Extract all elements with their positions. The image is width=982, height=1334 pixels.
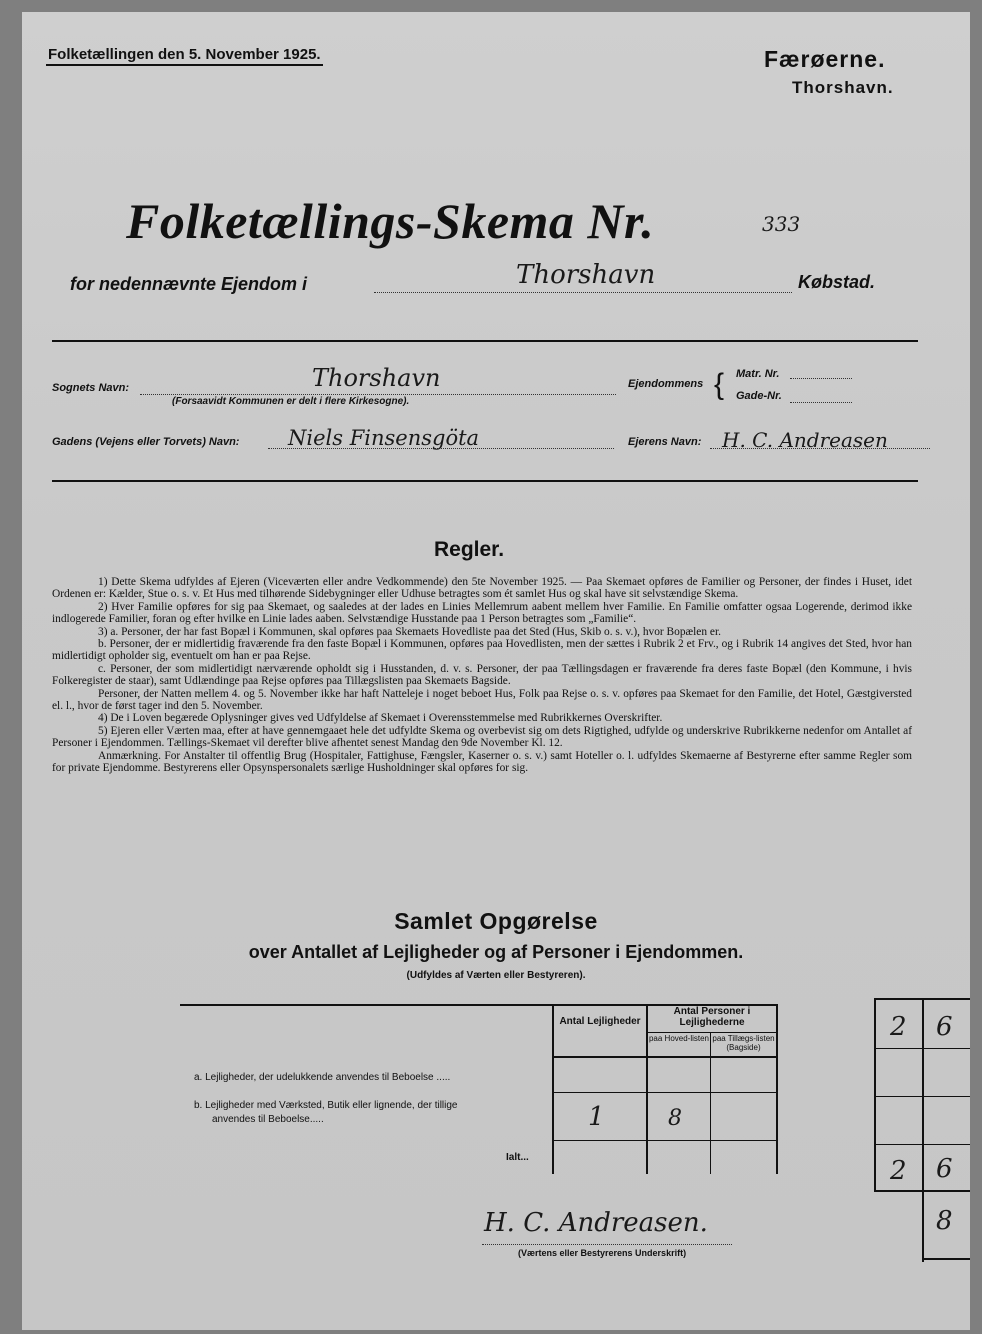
gade-nr-label: Gade-Nr. xyxy=(736,390,782,402)
rule-paragraph: 3) a. Personer, der har fast Bopæl i Kommunen, skal opføres paa Skemaets Hovedliste paa det Sted (Hus, Skib o. s. v.), hvor Bopælen er. xyxy=(98,625,721,638)
rule-paragraph: c. Personer, der som midlertidigt nærværende opholdt sig i Husstanden, d. v. s. Personer, der paa Tællingsdagen er fraværende fra deres faste Bopæl (den Kommune, i hvis Folkeregister de staar), samt Udlændinge paa Rejse opføres paa Tillægslisten paa Skemaets Bagside. xyxy=(52,662,912,688)
signature-label: (Værtens eller Bestyrerens Underskrift) xyxy=(518,1248,687,1258)
side-top-left-value: 2 xyxy=(890,1012,907,1042)
col-persons-header: Antal Personer i Lejlighederne xyxy=(673,1006,751,1028)
rule-paragraph: 5) Ejeren eller Værten maa, efter at have gennemgaaet hele det udfyldte Skema og overbevist sig om dets Rigtighed, udfylde og underskrive Rubrikkerne nedenfor om Antallet af Personer i Ejendommen. Tællings-Skemaet vil derefter blive afhentet senest Mandag den 9de November Kl. 12. xyxy=(52,724,912,750)
owner-value: H. C. Andreasen xyxy=(722,428,888,452)
side-total-value: 8 xyxy=(936,1206,953,1236)
owner-label: Ejerens Navn: xyxy=(628,436,702,448)
side-bottom-right-value: 6 xyxy=(936,1154,953,1184)
b-apartments-value: 1 xyxy=(588,1102,605,1132)
side-bottom-left-value: 2 xyxy=(890,1156,907,1186)
place-dotted-line xyxy=(374,292,792,293)
property-ids-label: Ejendommens xyxy=(628,378,704,390)
col-main-list-header: paa Hoved-listen xyxy=(648,1034,710,1043)
rule-paragraph: 1) Dette Skema udfyldes af Ejeren (Viceværten eller andre Vedkommende) den 5te November 1925. — Paa Skemaet opføres de Familier og Personer, der findes i Huset, idet Ordenen er: Kælder, Stue o. s. v. Et Hus med tilhørende Sidebygninger eller Udhuse betragtes som ét samlet Hus og skal have sit selvstændige Skema. xyxy=(52,576,912,601)
row-a-label: a. Lejligheder, der udelukkende anvendes til Beboelse ..... xyxy=(194,1072,451,1083)
row-b-label-cont: anvendes til Beboelse..... xyxy=(212,1114,324,1125)
parish-label: Sognets Navn: xyxy=(52,382,130,394)
signature-line xyxy=(482,1244,732,1245)
fields-rule xyxy=(52,480,918,482)
kobstad-label: Købstad. xyxy=(798,272,876,292)
property-label: for nedennævnte Ejendom i xyxy=(70,274,308,294)
parish-note: (Forsaavidt Kommunen er delt i flere Kirkesogne). xyxy=(172,396,410,407)
parish-value: Thorshavn xyxy=(312,364,441,392)
census-form-sheet xyxy=(22,12,970,1330)
row-b-label: b. Lejligheder med Værksted, Butik eller lignende, der tillige xyxy=(194,1100,458,1111)
rule-paragraph: Anmærkning. For Anstalter til offentlig Brug (Hospitaler, Fattighuse, Fængsler, Kaserner o. s. v.) samt Hoteller o. l. udfyldes Skemaerne af Bestyrerne efter samme Regler som for private Ejendomme. Bestyrerens eller Opsynspersonalets særlige Husholdninger skal opføres for sig. xyxy=(52,749,912,775)
brace-icon: { xyxy=(714,368,725,401)
country-header: Færøerne. xyxy=(764,46,886,72)
rule-paragraph: 4) De i Loven begærede Oplysninger gives ved Udfyldelse af Skemaet i Overensstemmelse med Rubrikkernes Overskrifter. xyxy=(98,712,663,725)
top-rule xyxy=(52,340,918,342)
side-top-right-value: 6 xyxy=(936,1012,953,1042)
rule-paragraph: 2) Hver Familie opføres for sig paa Skemaet, og saaledes at der lades en Linies Mellemrum aabent mellem hver Familie. En Familie omfatter ogsaa Logerende, derimod ikke indlogerede Familier, foran og efter hvilke en Linie lades aaben. Selvstændige Husstande paa 1 Person betragtes som „Familie“. xyxy=(52,600,912,626)
rules-heading: Regler. xyxy=(434,538,505,561)
census-date-header: Folketællingen den 5. November 1925. xyxy=(46,46,323,66)
summary-note: (Udfyldes af Værten eller Bestyreren). xyxy=(406,970,586,981)
parish-dotted-line xyxy=(140,394,616,395)
rule-paragraph: Personer, der Natten mellem 4. og 5. November ikke har haft Natteleje i noget beboet Hus, Folk paa Rejse o. s. v. opføres paa Skemaet for den Familie, det Hotel, Gæstgiversted el. l., hvor de først tager ind den 5. November. xyxy=(52,687,912,713)
matr-label: Matr. Nr. xyxy=(736,368,780,380)
place-value: Thorshavn xyxy=(516,260,656,290)
rule-paragraph: b. Personer, der er midlertidig fraværende fra den faste Bopæl i Kommunen, opføres paa Hovedlisten, men der sættes i Rubrik 2 et Frv., og i Rubrik 14 angives det Sted, hvor han midlertidigt opholder sig, eventuelt om han er paa Rejse. xyxy=(52,638,912,663)
b-main-list-value: 8 xyxy=(668,1106,682,1131)
matr-dotted-line xyxy=(790,378,852,379)
row-total-label: Ialt... xyxy=(506,1152,529,1163)
signature: H. C. Andreasen. xyxy=(484,1208,708,1238)
summary-title: Samlet Opgørelse xyxy=(394,908,598,934)
form-title: Folketællings-Skema Nr. xyxy=(126,193,655,249)
gade-nr-dotted-line xyxy=(790,402,852,403)
form-number: 333 xyxy=(762,212,801,236)
street-value: Niels Finsensgöta xyxy=(288,426,480,450)
summary-subtitle: over Antallet af Lejligheder og af Personer i Ejendommen. xyxy=(248,942,744,962)
town-header: Thorshavn. xyxy=(792,78,894,97)
rules-text xyxy=(52,576,912,775)
street-label: Gadens (Vejens eller Torvets) Navn: xyxy=(52,436,240,448)
col-apartments-header: Antal Lejligheder xyxy=(559,1016,641,1027)
col-supplement-list-header: paa Tillægs-listen (Bagside) xyxy=(712,1034,775,1052)
